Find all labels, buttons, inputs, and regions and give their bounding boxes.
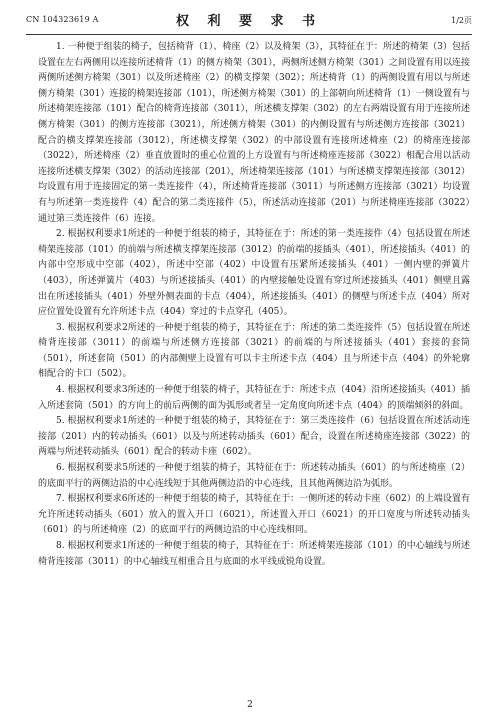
claim-2: 2. 根据权利要求1所述的一种便于组装的椅子，其特征在于：所述的第一类连接件（4）包括设置在所述椅架连接部（101）的前端与所述横支撑架连接部（3012）的前端的接插头（401），所述接插头（401）的内部中空形成中空部（402），所述中空部（402）中设置有压紧所述接插头（401）一侧内壁的弹簧片（403），所述弹簧片（403）与所述接插头（401）的内壁接触处设置有穿过所述接插头（401）侧壁且露出在所述接插头（401）外壁外侧表面的卡点（404），所述接插头（401）的侧壁与所述卡点（404）所对应位置处设置有允许所述卡点（404）穿过的卡点穿孔（405）。 <box>38 229 470 318</box>
page-indicator: 1/2页 <box>451 16 472 25</box>
publication-number: CN 104323619 A <box>26 15 99 24</box>
page-number: 2 <box>247 700 253 710</box>
claim-7: 7. 根据权利要求6所述的一种便于组装的椅子，其特征在于：一侧所述的转动卡座（602）的上端设置有允许所述转动插头（601）放入的置入开口（6021），所述置入开口（6021）的开口宽度与所述转动插头（601）的与所述椅座（2）的底面平行的两侧边沿的中心连线相同。 <box>38 494 470 536</box>
document-title: 权 利 要 求 书 <box>175 14 323 29</box>
header-divider <box>26 34 472 35</box>
claim-6: 6. 根据权利要求5所述的一种便于组装的椅子，其特征在于：所述转动插头（601）的与所述椅座（2）的底面平行的两侧边沿的中心连线短于其他两侧边沿的中心连线，且其他两侧边沿为弧形。 <box>38 463 470 489</box>
claim-8: 8. 根据权利要求1所述的一种便于组装的椅子，其特征在于：所述椅架连接部（101）的中心轴线与所述椅背连接部（3011）的中心轴线互相重合且与底面的水平线成锐角设置。 <box>38 541 470 567</box>
claim-3: 3. 根据权利要求2所述的一种便于组装的椅子，其特征在于：所述的第二类连接件（5）包括设置在所述椅背连接部（3011）的前端与所述侧方连接部（3021）的前端的与所述接插头（401）套接的套筒（501），所述套筒（501）的内部侧壁上设置有可以卡主所述卡点（404）且与所述卡点（404）的外轮廓相配合的卡口（502）。 <box>38 322 470 380</box>
claims-body <box>38 40 470 570</box>
claim-4: 4. 根据权利要求3所述的一种便于组装的椅子，其特征在于：所述卡点（404）沿所述接插头（401）插入所述套筒（501）的方向上的前后两侧的面为弧形或者呈一定角度向所述卡点（404）的顶端倾斜的斜面。 <box>38 385 470 411</box>
claim-1: 1. 一种便于组装的椅子，包括椅背（1）、椅座（2）以及椅架（3），其特征在于：所述的椅架（3）包括设置在左右两侧用以连接所述椅背（1）的侧方椅架（301），两侧所述侧方椅架（301）之间设置有用以连接两侧所述侧方椅架（301）以及所述椅座（2）的横支撑架（302）；所述椅背（1）的两侧设置有用以与所述侧方椅架（301）连接的椅架连接部（101），所述侧方椅架（301）的上部朝向所述椅背（1）一侧设置有与所述椅架连接部（101）配合的椅背连接部（3011），所述横支撑架（302）的左右两端设置有用于连接所述侧方椅架（301）的侧方连接部（3021），所述侧方椅架（301）的内侧设置有与所述侧方连接部（3021）配合的横支撑架连接部（3012），所述横支撑架（302）的中部设置有连接所述椅座（2）的椅座连接部（3022），所述椅座（2）垂直放置时的重心位置的上方设置有与所述椅座连接部（3022）相配合用以活动连接所述横支撑架（302）的活动连接部（201），所述椅架连接部（101）与所述横支撑架连接部（3012）均设置有用于连接固定的第一类连接件（4），所述椅背连接部（3011）与所述侧方连接部（3021）均设置有与所述第一类连接件（4）配合的第二类连接件（5），所述活动连接部（201）与所述椅座连接部（3022）通过第三类连接件（6）连接。 <box>38 42 470 224</box>
page-header <box>26 8 472 34</box>
claim-5: 5. 根据权利要求1所述的一种便于组装的椅子，其特征在于：第三类连接件（6）包括设置在所述活动连接部（201）内的转动插头（601）以及与所述转动插头（601）配合，设置在所述椅座连接部（3022）的两端与所述转动插头（601）配合的转动卡座（602）。 <box>38 416 470 458</box>
